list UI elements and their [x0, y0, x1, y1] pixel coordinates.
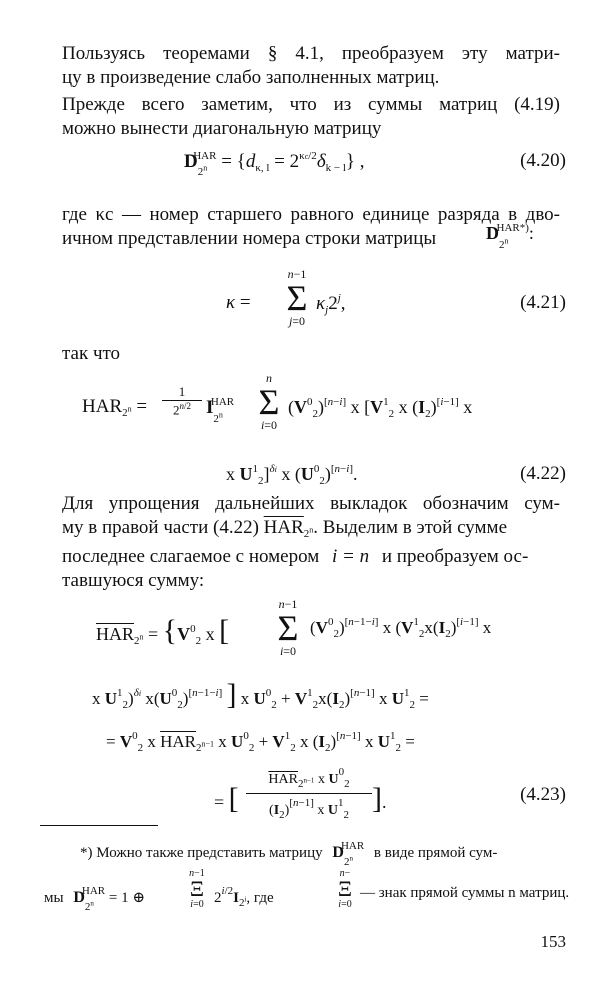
sum-symbol-4-21: n−1 Σ j=0 — [286, 267, 308, 328]
paragraph-5-line-3: последнее слагаемое с номером i = n и преобразуем ос- — [62, 546, 529, 567]
footnote-line-2-mu: мы — [44, 890, 64, 906]
paragraph-5-line-4: тавшуюся сумму: — [62, 570, 205, 591]
equation-4-22-lhs: $HAR_{2^n}$ = — [82, 396, 148, 419]
equation-4-23-line-4-close: ]. — [372, 782, 387, 815]
equation-4-23-line-3: = $V^0_2$ x $\overline{HAR}_{2^{n-1}}$ x $U^0_2 + V^1_2$ x $(I_2)[n-1]$ x $U^1_2$ = — [106, 730, 415, 754]
paragraph-3-line-2 — [62, 227, 502, 251]
paragraph-3-line-1: где κc — номер старшего равного единице разряда в дво- — [62, 204, 560, 225]
paragraph-3-line-2-text: ичном представлении номера строки матрицы — [62, 228, 437, 249]
footnote-line-1-text: *) Можно также представить матрицу — [80, 845, 323, 861]
equation-4-23-line-2: x $U^1_2)^{\delta i}$ $x(U^0_2)[n-1-i]$ ] x $U^0_2 + V^1_2x(I_2)[n-1]$ x $U^1_2$ = — [92, 678, 429, 711]
equation-number-4-23: (4.23) — [520, 784, 566, 805]
sum-symbol-4-22: n Σ i=0 — [258, 371, 280, 432]
paragraph-5-line-1: Для упрощения дальнейших выкладок обозначим сум- — [62, 493, 560, 514]
paragraph-2-line-2: можно вынести диагональную матрицу — [62, 118, 382, 139]
equation-4-23-fraction: $\overline{HAR}_{2^{n-1}}$ x $U^0_2$ $(I_2)[n-1]$ x $U^1_2$ — [246, 766, 372, 821]
paragraph-5-line-2: му в правой части (4.22) $\overline{HAR}_{2^n}$. Выделим в этой сумме — [62, 517, 508, 540]
paragraph-1-line-1: Пользуясь теоремами § 4.1, преобразуем эту матри- — [62, 43, 560, 64]
paragraph-5-line-3-b: и преобразуем ос- — [381, 546, 529, 567]
direct-sum-symbol-1: n−1 Ξ i=0 — [189, 868, 205, 910]
equation-number-4-22: (4.22) — [520, 463, 566, 484]
paragraph-1-line-2: цу в произведение слабо заполненных матриц. — [62, 67, 440, 88]
footnote-line-2-end: — знак прямой суммы n матриц. — [360, 885, 570, 901]
sum-symbol-4-23: n−1 Σ i=0 — [277, 597, 299, 658]
footnote-line-2-start: мы $D_{2^n}^{HAR} = 1$ ⊕ — [44, 885, 145, 913]
identity-matrix-i-har: $I_{2^n}^{HAR}$ — [206, 396, 235, 425]
equation-4-21-rhs: $\kappa_j2^j$, — [316, 292, 346, 316]
footnote-line-1-end: в виде прямой сум- — [373, 845, 498, 861]
footnote-line-2-where: , где — [246, 890, 274, 906]
matrix-d-har-inline: $D_{2^n}^{HAR*)}$: — [486, 222, 534, 251]
equation-number-4-20: (4.20) — [520, 150, 566, 171]
paragraph-5-line-2-b: . Выделим в этой сумме — [313, 517, 508, 538]
footnote-rule — [40, 825, 158, 826]
equation-4-23-line-1-lhs: $\overline{HAR}_{2^n} = \{V^0_2$ x [ — [96, 614, 230, 647]
direct-sum-symbol-2: n− Ξ i=0 — [337, 868, 353, 910]
paragraph-3-end: : — [528, 223, 534, 243]
equation-4-23-line-4-eq: = [ — [214, 782, 239, 815]
paragraph-4: так что — [62, 343, 121, 364]
equation-4-21-lhs: κ = — [226, 292, 251, 313]
page-number: 153 — [540, 932, 566, 951]
equation-4-20: $D_{2^n}^{HAR} = \{d_{\kappa, l} = 2^{\kappa c/2}\delta_{k - l}\}$ , — [184, 150, 365, 178]
equation-4-23-line-1-rhs: $(V^0_2)[n-1-i]$ x ($V^1_2x(I_2)[i-1]$ x — [310, 616, 492, 640]
equation-number-4-21: (4.21) — [520, 292, 566, 313]
equation-4-22-terms-2: x $U^1_2]^{\delta i}$ x $(U^0_2)[n-i]$. — [226, 463, 358, 487]
footnote-line-2-mid: $2^{i/2}I_{2^i}$, где — [214, 885, 274, 909]
paragraph-2-line-1: Прежде всего заметим, что из суммы матриц (4.19) — [62, 94, 560, 115]
paragraph-5-line-2-a: му в правой части (4.22) — [62, 517, 259, 538]
footnote-line-1: *) Можно также представить матрицу $D_{2^n}^{HAR}$ в виде прямой сум- — [80, 840, 498, 868]
fraction-1-over-2n2: $\frac{1}{2^{n/2}}$ — [162, 384, 202, 418]
equation-4-22-terms-1: $(V^0_2)[n-i]$ x [$V^1_2$ x $(I_2)[i-1]$ x — [288, 396, 473, 420]
paragraph-5-line-3-a: последнее слагаемое с номером — [62, 546, 320, 567]
